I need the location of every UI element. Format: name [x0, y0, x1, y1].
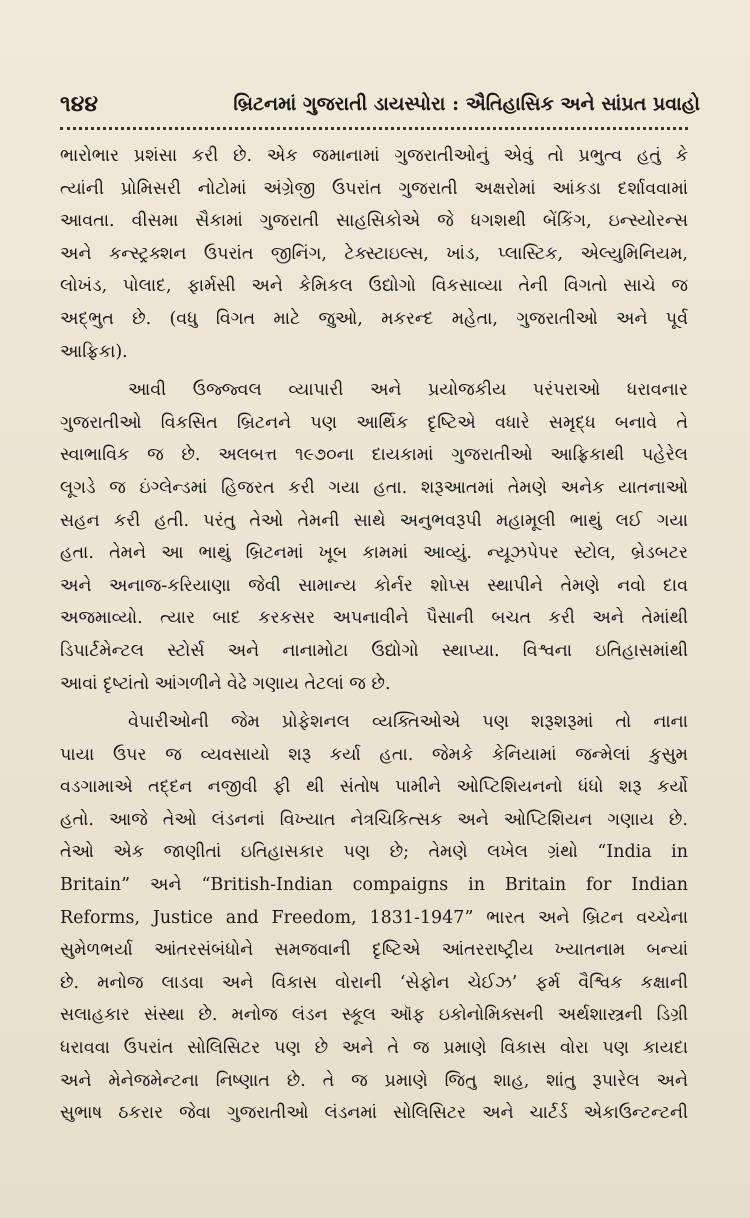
header-divider [60, 127, 688, 130]
text-line: પાયા ઉપર જ વ્યવસાયો શરૂ કર્યા હતા. જેમકે કેનિયામાં જન્મેલાં કુસુમ [60, 744, 688, 765]
paragraph-2 [60, 374, 688, 700]
text-line: અજમાવ્યો. ત્યાર બાદ કરકસર અપનાવીને પૈસાની બચત કરી અને તેમાંથી [60, 608, 688, 629]
text-line: સ્વાભાવિક જ છે. અલબત્ત ૧૯૭૦ના દાયકામાં ગુજરાતીઓ આફ્રિકાથી પહેરેલ [60, 445, 688, 466]
text-line: સહન કરી હતી. પરંતુ તેઓ તેમની સાથે અનુભવરૂપી મહામૂલી ભાથું લઈ ગયા [60, 510, 688, 531]
text-line: લોખંડ, પોલાદ, ફાર્મસી અને કેમિકલ ઉદ્યોગો વિકસાવ્યા તેની વિગતો સાચે જ [60, 276, 688, 297]
text-line: અને કન્સ્ટ્રક્શન ઉપરાંત જીનિંગ, ટેક્સ્ટાઇલ્સ, ખાંડ, પ્લાસ્ટિક, એલ્યુમિનિયમ, [60, 243, 688, 264]
page-number: ૧૪૪ [60, 91, 99, 117]
text-line: Reforms, Justice and Freedom, 1831-1947” ભારત અને બ્રિટન વચ્ચેના [60, 907, 688, 928]
text-line: ડિપાર્ટમેન્ટલ સ્ટોર્સ અને નાનામોટા ઉદ્યોગો સ્થાપ્યા. વિશ્વના ઇતિહાસમાંથી [60, 640, 688, 661]
text-line: અદ્ભુત છે. (વધુ વિગત માટે જુઓ, મકરન્દ મહેતા, ગુજરાતીઓ અને પૂર્વ [60, 308, 688, 329]
text-line: ધરાવવા ઉપરાંત સોલિસિટર પણ છે અને તે જ પ્રમાણે વિકાસ વોરા પણ કાયદા [60, 1038, 688, 1059]
text-line: વેપારીઓની જેમ પ્રોફેશનલ વ્યક્તિઓએ પણ શરૂશરૂમાં તો નાના [128, 712, 688, 733]
running-title: બ્રિટનમાં ગુજરાતી ડાયસ્પોરા : ઐતિહાસિક અને સાંપ્રત પ્રવાહો [233, 93, 700, 115]
text-line: હતા. તેમને આ ભાથું બ્રિટનમાં ખૂબ કામમાં આવ્યું. ન્યૂઝપેપર સ્ટોલ, બ્રેડબટર [60, 543, 688, 564]
text-line: સુભાષ ઠકરાર જેવા ગુજરાતીઓ લંડનમાં સોલિસિટર અને ચાર્ટર્ડ એકાઉન્ટન્ટની [60, 1103, 688, 1124]
text-line: હતો. આજે તેઓ લંડનનાં વિખ્યાત નેત્રચિકિત્સક અને ઓપ્ટિશિયન ગણાય છે. [60, 809, 688, 830]
paragraph-1 [60, 140, 688, 368]
text-line: આવી ઉજ્જ્વલ વ્યાપારી અને પ્રયોજકીય પરંપરાઓ ધરાવનાર [128, 380, 688, 401]
text-line: આફ્રિકા). [60, 341, 128, 362]
text-line: સુમેળભર્યા આંતરસંબંધોને સમજવાની દૃષ્ટિએ આંતરરાષ્ટ્રીય ખ્યાતનામ બન્યાં [60, 940, 688, 961]
text-line: ગુજરાતીઓ વિકસિત બ્રિટનને પણ આર્થિક દૃષ્ટિએ વધારે સમૃદ્ધ બનાવે તે [60, 412, 688, 433]
text-line: છે. મનોજ લાડવા અને વિકાસ વોરાની ‘સેફોન ચેઈઝ’ ફર્મ વૈશ્વિક કક્ષાની [60, 972, 688, 993]
paragraph-3 [60, 706, 688, 1130]
text-line: તેઓ એક જાણીતાં ઇતિહાસકાર પણ છે; તેમણે લખેલ ગ્રંથો “India in [60, 842, 688, 863]
text-line: લૂગડે જ ઇંગ્લેન્ડમાં હિજરત કરી ગયા હતા. શરૂઆતમાં તેમણે અનેક યાતનાઓ [60, 477, 688, 498]
text-line: ભારોભાર પ્રશંસા કરી છે. એક જમાનામાં ગુજરાતીઓનું એવું તો પ્રભુત્વ હતું કે [60, 146, 688, 166]
text-line: ત્યાંની પ્રોમિસરી નોટોમાં અંગ્રેજી ઉપરાંત ગુજરાતી અક્ષરોમાં આંકડા દર્શાવવામાં [60, 178, 688, 199]
text-line: સલાહકાર સંસ્થા છે. મનોજ લંડન સ્કૂલ ઑફ ઇકોનોમિક્સની અર્થશાસ્ત્રની ડિગ્રી [60, 1005, 688, 1026]
text-line: અને મેનેજમેન્ટના નિષ્ણાત છે. તે જ પ્રમાણે જિતુ શાહ, શાંતુ રૂપારેલ અને [60, 1070, 688, 1091]
text-line: અને અનાજ-કરિયાણા જેવી સામાન્ય કોર્નર શોપ્સ સ્થાપીને તેમણે નવો દાવ [60, 575, 688, 596]
text-line: આવતા. વીસમા સૈકામાં ગુજરાતી સાહસિકોએ જે ધગશથી બેંકિંગ, ઇન્સ્યોરન્સ [60, 211, 688, 232]
text-line: આવાં દૃષ્ટાંતો આંગળીને વેઢે ગણાય તેટલાં જ છે. [60, 673, 391, 694]
page-header [60, 86, 700, 126]
text-line: વડગામાએ તદ્દન નજીવી ફી થી સંતોષ પામીને ઓપ્ટિશિયનનો ધંધો શરૂ કર્યો [60, 777, 688, 798]
text-line: Britain” અને “British-Indian compaigns in Britain for Indian [60, 875, 688, 896]
body-text [60, 140, 688, 1130]
